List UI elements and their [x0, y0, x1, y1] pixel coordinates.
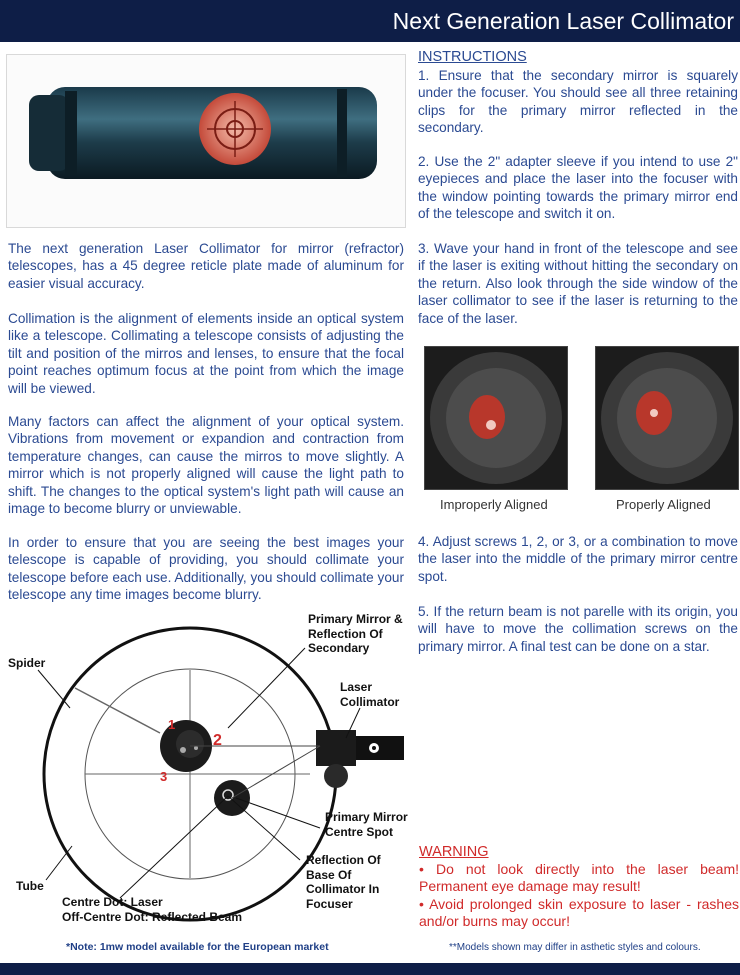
screw-3-label: 3: [160, 769, 168, 784]
collimate-paragraph: In order to ensure that you are seeing the best images your telescope is capable of providing, you should collimate your telescope before each use. Additionally, you should collimate your telescope any time images become blurry.: [8, 535, 404, 603]
label-centre-spot: Primary Mirror Centre Spot: [325, 810, 408, 839]
caption-improperly-aligned: Improperly Aligned: [440, 497, 548, 512]
improperly-aligned-photo: [424, 346, 568, 490]
properly-aligned-photo: [595, 346, 739, 490]
footer-bar: [0, 963, 740, 975]
alignment-paragraph: Many factors can affect the alignment of your optical system. Vibrations from movement or expandion and contraction from temperature changes, can cause the mirros to move slightly. A mirror which is not properly aligned will cause the light path to shift. The changes to the optical system's light path will cause an image to become blurry or unviewable.: [8, 414, 404, 517]
instruction-step-4: 4. Adjust screws 1, 2, or 3, or a combination to move the laser into the middle of the primary mirror centre spot.: [418, 534, 738, 584]
instruction-step-3: 3. Wave your hand in front of the telescope and see if the laser is exiting without hitting the secondary on the return. Also look through the side window of the laser collimator to see if the laser is returning to the face of the laser.: [418, 241, 738, 326]
warning-heading: WARNING: [419, 844, 489, 860]
header-bar: [0, 0, 740, 42]
instruction-step-1: 1. Ensure that the secondary mirror is squarely under the focuser. You should see all three retaining clips for the primary mirror reflected in the secondary.: [418, 68, 738, 136]
warning-line-1: • Do not look directly into the laser beam! Permanent eye damage may result!: [419, 861, 739, 895]
label-spider: Spider: [8, 656, 46, 670]
instruction-step-5: 5. If the return beam is not parelle with its origin, you will have to move the collimation screws on the primary mirror. A final test can be done on a star.: [418, 604, 738, 654]
collimation-diagram: [0, 598, 414, 933]
page-title: Next Generation Laser Collimator: [392, 8, 734, 34]
product-photo: [6, 54, 406, 228]
screw-2-label: 2: [213, 732, 222, 749]
label-primary-mirror: Primary Mirror & Reflection Of Secondary: [308, 612, 403, 655]
warning-line-2: • Avoid prolonged skin exposure to laser - rashes and/or burns may occur!: [419, 896, 739, 930]
label-off-centre-dot: Off-Centre Dot: Reflected Beam: [62, 910, 243, 924]
screw-1-label: 1: [168, 717, 176, 732]
instruction-step-2: 2. Use the 2" adapter sleeve if you intend to use 2" eyepieces and place the laser into the focuser with the window pointing towards the primary mirror end of the telescope and switch it on.: [418, 154, 738, 222]
collimation-paragraph: Collimation is the alignment of elements inside an optical system like a telescope. Collimating a telescope consists of adjusting the tilt and position of the mirros and lenses, to ensure that the focal point reaches optimum focus at the point from which the image will be viewed.: [8, 311, 404, 396]
caption-properly-aligned: Properly Aligned: [616, 497, 711, 512]
footnote-1mw: *Note: 1mw model available for the European market: [66, 941, 329, 953]
footnote-models: **Models shown may differ in asthetic styles and colours.: [449, 942, 701, 953]
instructions-heading: INSTRUCTIONS: [418, 49, 527, 65]
intro-paragraph: The next generation Laser Collimator for mirror (refractor) telescopes, has a 45 degree reticle plate made of aluminum for easier visual accuracy.: [8, 241, 404, 291]
label-tube: Tube: [16, 879, 44, 893]
label-laser-collimator: Laser Collimator: [340, 680, 400, 709]
label-reflection-base: Reflection Of Base Of Collimator In Focuser: [306, 853, 381, 911]
label-centre-dot: Centre Dot: Laser: [62, 895, 163, 909]
